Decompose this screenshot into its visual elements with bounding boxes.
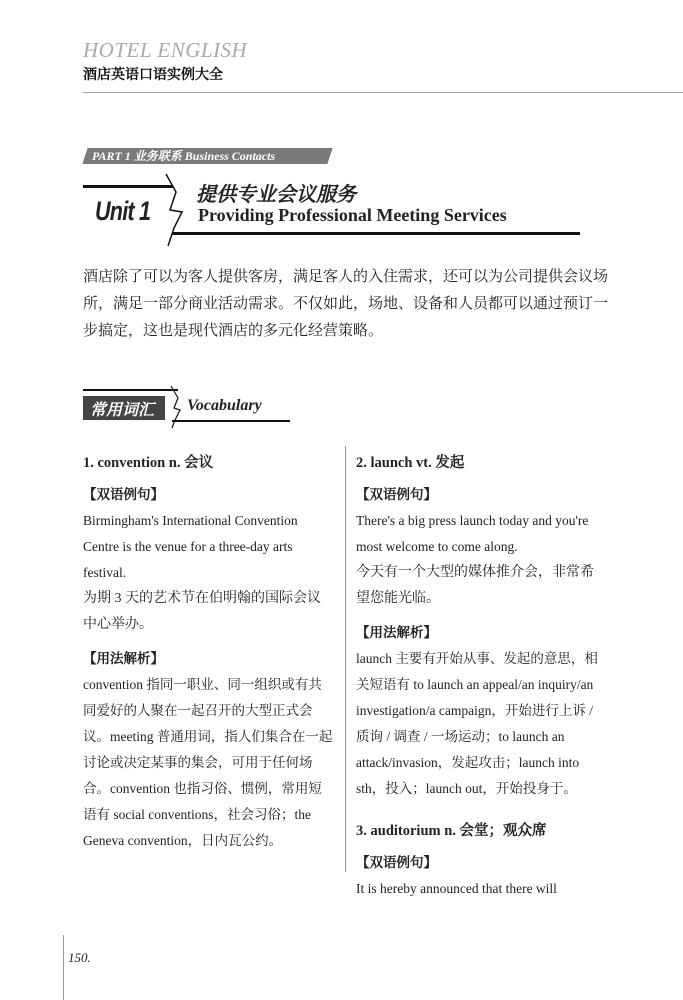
vocab-bracket	[168, 384, 188, 430]
entry-heading: 2. launch vt. 发起	[356, 455, 465, 471]
series-title-en: HOTEL ENGLISH	[83, 38, 248, 62]
column-divider	[345, 446, 346, 872]
left-column	[83, 450, 333, 854]
example-cn: 今天有一个大型的媒体推介会，非常希望您能光临。	[356, 565, 594, 606]
header-rule	[83, 92, 683, 93]
example-en: Birmingham's International Convention Centre is the venue for a three-day arts festival.	[83, 513, 298, 580]
vocab-label-en: Vocabulary	[187, 397, 262, 414]
example-en: There's a big press launch today and you're most welcome to come along.	[356, 513, 589, 554]
example-label: 【双语例句】	[83, 487, 164, 502]
page-number: 150.	[68, 950, 91, 965]
unit-title-cn: 提供专业会议服务	[196, 184, 356, 206]
unit-number: Unit 1	[95, 196, 151, 226]
series-title-cn: 酒店英语口语实例大全	[83, 68, 223, 83]
vocab-top-rule	[83, 389, 178, 391]
entry-heading: 3. auditorium n. 会堂；观众席	[356, 823, 547, 839]
usage-text: launch 主要有开始从事、发起的意思，相关短语有 to launch an appeal/an inquiry/an investigation/a campaign，开始进行上诉 / 质询 / 调查 / 一场运动；to launch an attack/invasion，发起攻击；launch into sth，投入；launch out，开始投身于。	[356, 651, 598, 796]
page-number-rule	[63, 935, 64, 1000]
example-cn: 为期 3 天的艺术节在伯明翰的国际会议中心举办。	[83, 591, 321, 632]
example-label: 【双语例句】	[356, 487, 437, 502]
example-label: 【双语例句】	[356, 855, 437, 870]
vocab-bottom-rule	[172, 420, 290, 422]
vocab-label-cn: 常用词汇	[90, 402, 155, 419]
unit-bracket	[160, 172, 200, 248]
intro-paragraph: 酒店除了可以为客人提供客房，满足客人的入住需求，还可以为公司提供会议场所，满足一部分商业活动需求。不仅如此，场地、设备和人员都可以通过预订一步搞定，这也是现代酒店的多元化经营策略。	[83, 269, 609, 339]
entry-heading: 1. convention n. 会议	[83, 455, 214, 471]
part-label: PART 1 业务联系 Business Contacts	[92, 149, 276, 163]
right-column	[356, 450, 606, 902]
example-en: It is hereby announced that there will	[356, 881, 557, 896]
unit-bottom-rule	[172, 232, 580, 235]
usage-label: 【用法解析】	[83, 651, 164, 666]
usage-label: 【用法解析】	[356, 625, 437, 640]
unit-title-en: Providing Professional Meeting Services	[198, 205, 507, 225]
usage-text: convention 指同一职业、同一组织或有共同爱好的人聚在一起召开的大型正式会议。meeting 普通用词，指人们集合在一起讨论或决定某事的集会，可用于任何场合。convention 也指习俗、惯例，常用短语有 social conventions，社会习俗；the Geneva convention，日内瓦公约。	[83, 677, 333, 848]
